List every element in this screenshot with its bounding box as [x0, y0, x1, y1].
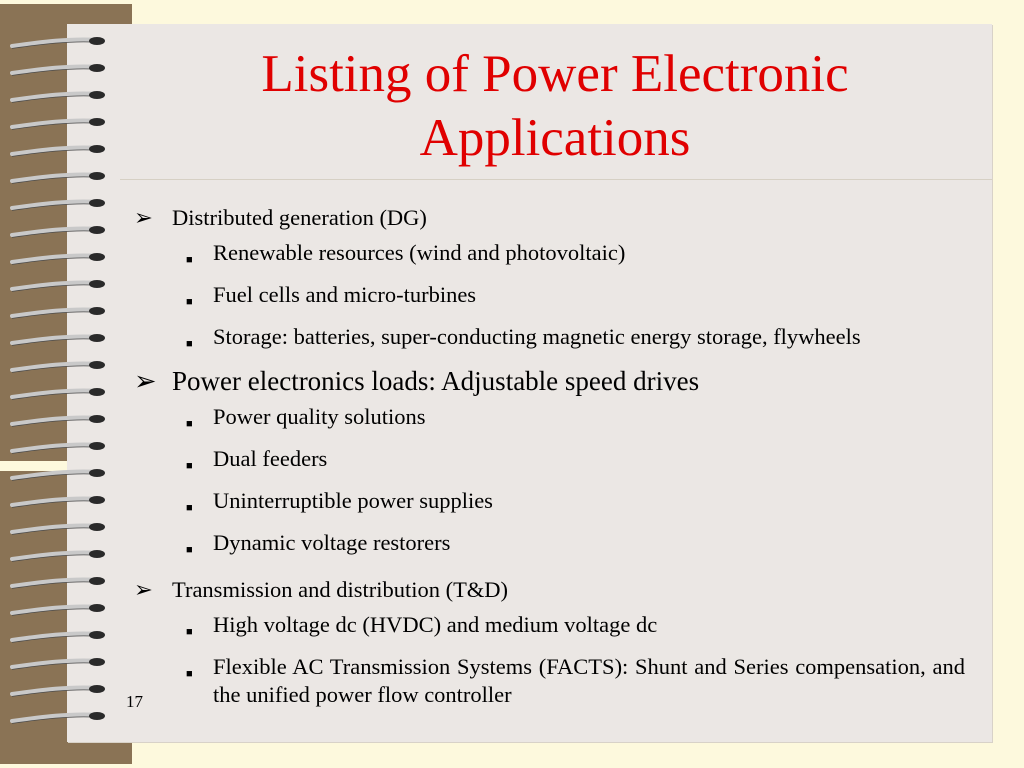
slide-body	[130, 204, 965, 716]
bullet-level2	[186, 611, 965, 646]
bullet-level1	[130, 204, 965, 232]
binding-ring-icon	[12, 577, 105, 588]
square-bullet-icon: ■	[186, 626, 193, 638]
bullet-level2	[186, 403, 965, 438]
binding-ring-icon	[12, 37, 105, 48]
binding-ring-icon	[12, 685, 105, 696]
bullet-level1	[130, 365, 965, 397]
bullet-text: Power quality solutions	[213, 404, 426, 429]
section-heading: Distributed generation (DG)	[172, 205, 427, 230]
section-heading: Transmission and distribution (T&D)	[172, 577, 509, 602]
bullet-text: Renewable resources (wind and photovoltaic)	[213, 240, 626, 265]
binding-ring-icon	[12, 226, 105, 237]
arrowhead-bullet-icon: ➢	[134, 366, 157, 396]
binding-ring-icon	[12, 118, 105, 129]
square-bullet-icon: ■	[186, 418, 193, 430]
binding-ring-icon	[12, 604, 105, 615]
square-bullet-icon: ■	[186, 544, 193, 556]
slide-title	[120, 42, 990, 170]
binding-ring-icon	[12, 631, 105, 642]
binding-ring-icon	[12, 307, 105, 318]
binding-ring-icon	[12, 496, 105, 507]
title-divider	[120, 179, 992, 180]
bullet-text: High voltage dc (HVDC) and medium voltage dc	[213, 612, 658, 637]
arrowhead-bullet-icon: ➢	[134, 577, 153, 602]
binding-ring-icon	[12, 64, 105, 75]
section-heading: Power electronics loads: Adjustable speed drives	[172, 366, 700, 396]
binding-ring-icon	[12, 91, 105, 102]
title-line-2: Applications	[419, 109, 691, 167]
binding-ring-icon	[12, 361, 105, 372]
binding-ring-icon	[12, 334, 105, 345]
binding-ring-icon	[12, 172, 105, 183]
square-bullet-icon: ■	[186, 502, 193, 514]
binding-ring-icon	[12, 199, 105, 210]
bullet-level1	[130, 576, 965, 604]
bullet-level2	[186, 239, 965, 274]
binding-ring-icon	[12, 280, 105, 291]
bullet-level2	[186, 653, 965, 709]
bullet-level2	[186, 281, 965, 316]
bullet-text: Fuel cells and micro-turbines	[213, 282, 477, 307]
bullet-level2	[186, 529, 965, 564]
binding-ring-icon	[12, 253, 105, 264]
bullet-text: Dynamic voltage restorers	[213, 530, 451, 555]
binding-ring-icon	[12, 523, 105, 534]
bullet-text: Storage: batteries, super-conducting magnetic energy storage, flywheels	[213, 324, 861, 349]
binding-ring-icon	[12, 712, 105, 723]
binding-ring-icon	[12, 145, 105, 156]
square-bullet-icon: ■	[186, 460, 193, 472]
binding-ring-icon	[12, 658, 105, 669]
bullet-level2	[186, 323, 965, 358]
title-line-1: Listing of Power Electronic	[261, 45, 849, 103]
bullet-text: Dual feeders	[213, 446, 328, 471]
page-number: 17	[126, 692, 143, 711]
bullet-level2	[186, 487, 965, 522]
binding-ring-icon	[12, 442, 105, 453]
bullet-level2	[186, 445, 965, 480]
bullet-text: Uninterruptible power supplies	[213, 488, 493, 513]
bullet-text: Flexible AC Transmission Systems (FACTS): Shunt and Series compensation, and the unified power flow controller	[213, 654, 965, 707]
square-bullet-icon: ■	[186, 254, 193, 266]
arrowhead-bullet-icon: ➢	[134, 205, 153, 230]
binding-ring-icon	[12, 415, 105, 426]
spiral-rings-icon	[0, 0, 120, 768]
binding-ring-icon	[12, 550, 105, 561]
square-bullet-icon: ■	[186, 338, 193, 350]
square-bullet-icon: ■	[186, 668, 193, 680]
square-bullet-icon: ■	[186, 296, 193, 308]
binding-ring-icon	[12, 469, 105, 480]
binding-ring-icon	[12, 388, 105, 399]
